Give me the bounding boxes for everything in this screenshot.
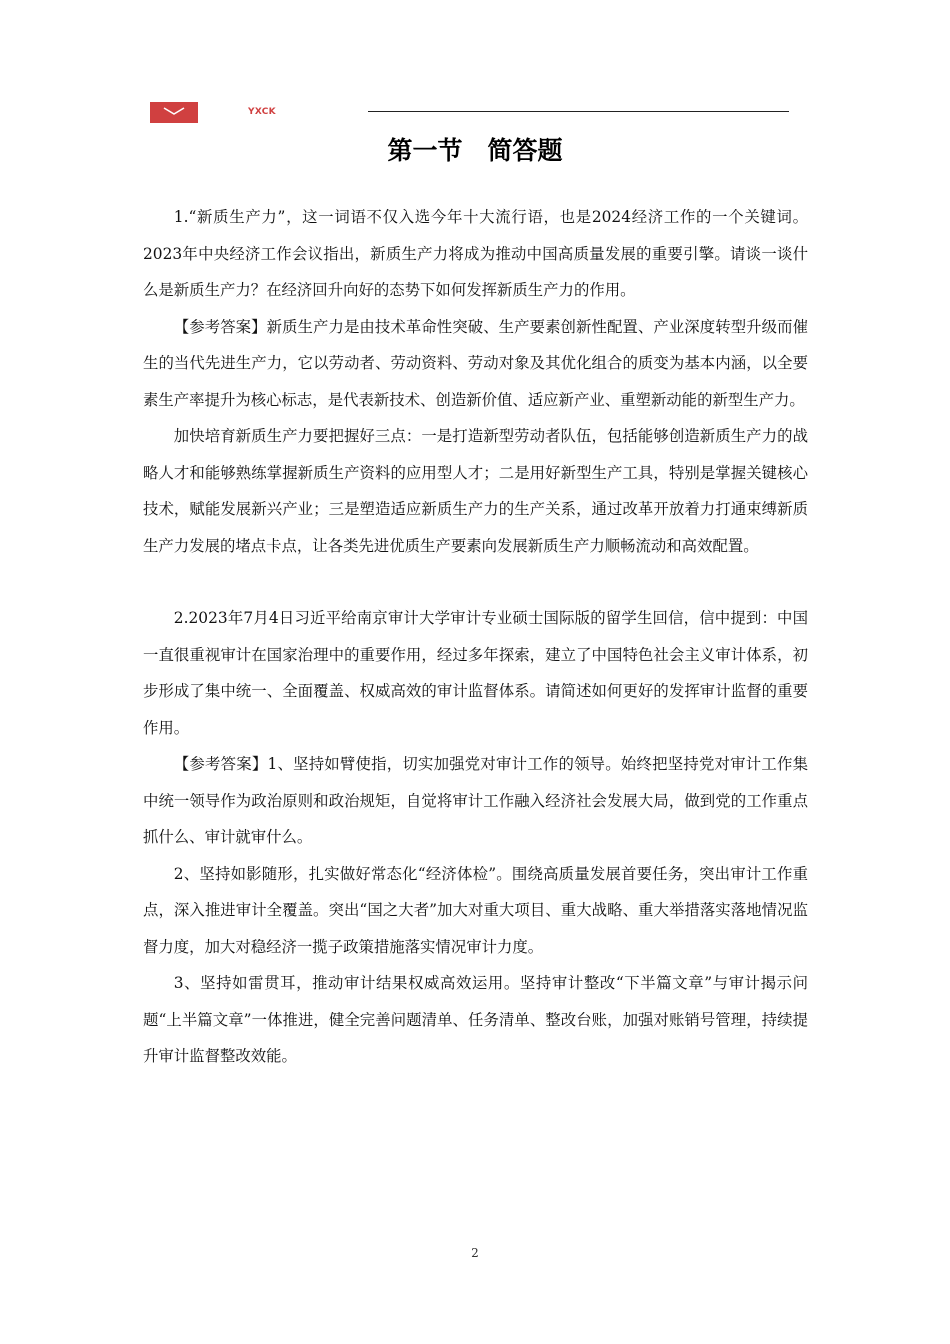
header-rule — [368, 111, 789, 112]
question-2-text: 2.2023年7月4日习近平给南京审计大学审计专业硕士国际版的留学生回信，信中提到：中国一直很重视审计在国家治理中的重要作用，经过多年探索，建立了中国特色社会主义审计体系，初步形成了集中统一、全面覆盖、权威高效的审计监督体系。请简述如何更好的发挥审计监督的重要作用。 — [143, 609, 808, 737]
question-1-text: 1.“新质生产力”，这一词语不仅入选今年十大流行语，也是2024经济工作的一个关键词。2023年中央经济工作会议指出，新质生产力将成为推动中国高质量发展的重要引擎。请谈一谈什么是新质生产力？在经济回升向好的态势下如何发挥新质生产力的作用。 — [143, 208, 808, 299]
question-2-answer-1: 【参考答案】1、坚持如臂使指，切实加强党对审计工作的领导。始终把坚持党对审计工作集中统一领导作为政治原则和政治规矩，自觉将审计工作融入经济社会发展大局，做到党的工作重点抓什么、审计就审什么。 — [143, 755, 808, 846]
question-1-answer-2: 加快培育新质生产力要把握好三点：一是打造新型劳动者队伍，包括能够创造新质生产力的战略人才和能够熟练掌握新质生产资料的应用型人才；二是用好新型生产工具，特别是掌握关键核心技术，赋能发展新兴产业；三是塑造适应新质生产力的生产关系，通过改革开放着力打通束缚新质生产力发展的堵点卡点，让各类先进优质生产要素向发展新质生产力顺畅流动和高效配置。 — [143, 427, 808, 555]
brand-label: YXCK — [248, 107, 276, 117]
spacer — [143, 564, 808, 600]
question-1-answer-1: 【参考答案】新质生产力是由技术革命性突破、生产要素创新性配置、产业深度转型升级而催生的当代先进生产力，它以劳动者、劳动资料、劳动对象及其优化组合的质变为基本内涵，以全要素生产率提升为核心标志，是代表新技术、创造新价值、适应新产业、重塑新动能的新型生产力。 — [143, 317, 808, 409]
document-body — [143, 199, 808, 1075]
envelope-logo-icon — [150, 102, 198, 123]
question-2-answer-2: 2、坚持如影随形，扎实做好常态化“经济体检”。围绕高质量发展首要任务，突出审计工作重点，深入推进审计全覆盖。突出“国之大者”加大对重大项目、重大战略、重大举措落实落地情况监督力度，加大对稳经济一揽子政策措施落实情况审计力度。 — [143, 864, 808, 956]
section-title: 第一节 简答题 — [387, 136, 563, 165]
page-header — [0, 0, 950, 130]
page-number: 2 — [471, 1246, 479, 1260]
question-2-answer-3: 3、坚持如雷贯耳，推动审计结果权威高效运用。坚持审计整改“下半篇文章”与审计揭示问题“上半篇文章”一体推进，健全完善问题清单、任务清单、整改台账，加强对账销号管理，持续提升审计监督整改效能。 — [143, 974, 808, 1065]
